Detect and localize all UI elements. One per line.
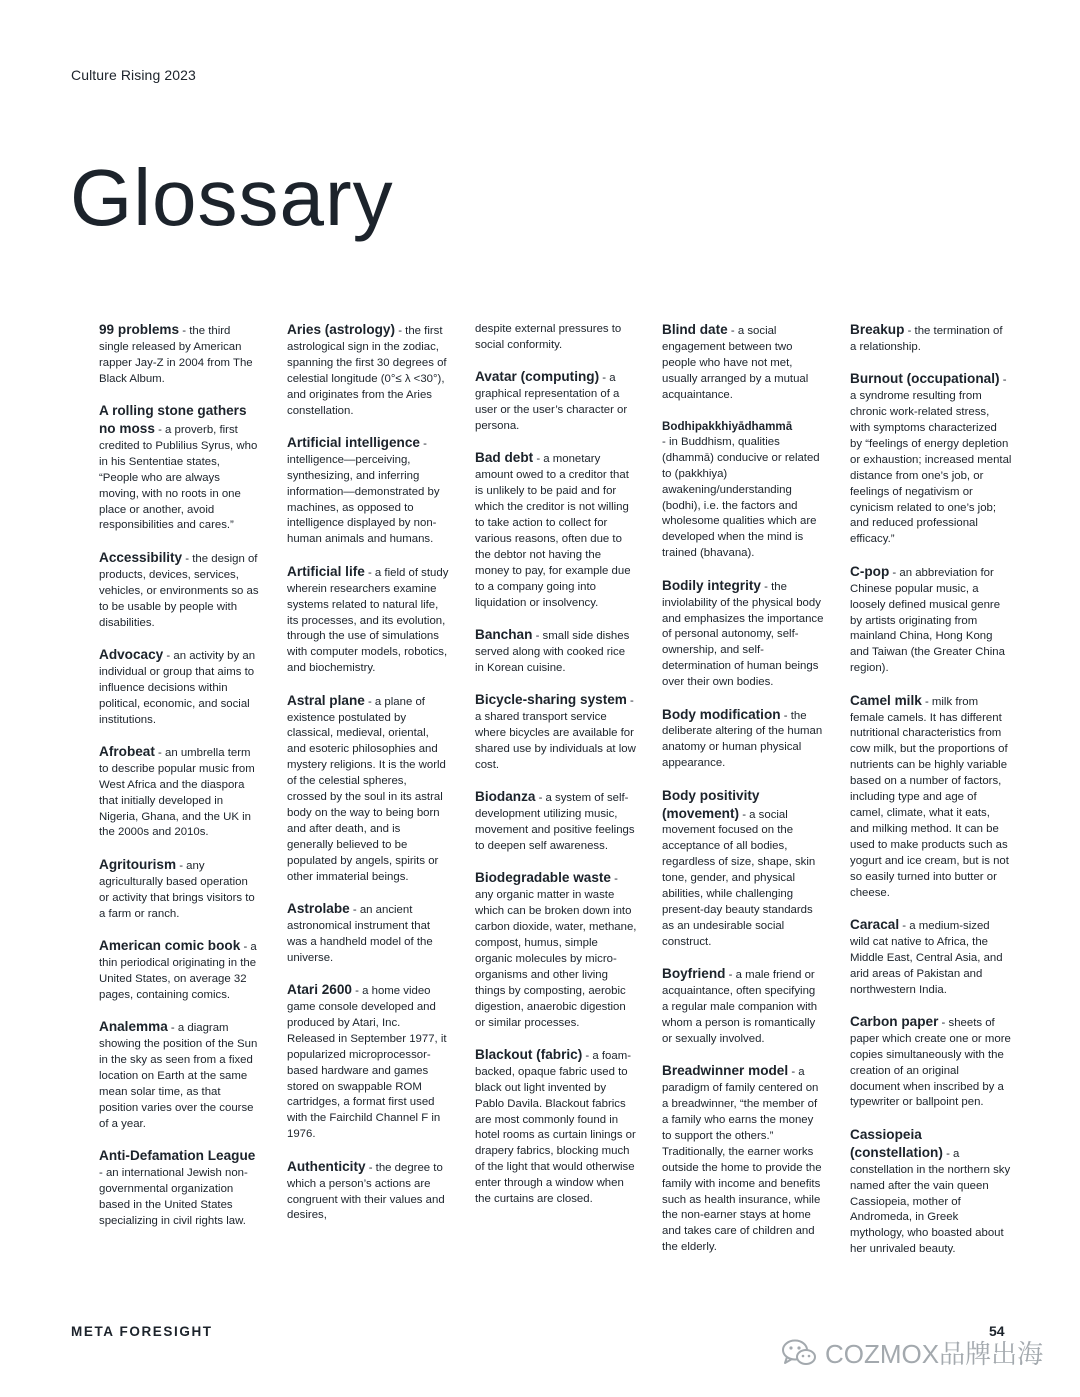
glossary-column-1 bbox=[99, 322, 261, 1245]
glossary-entry bbox=[99, 938, 261, 1004]
glossary-entry bbox=[99, 550, 261, 632]
glossary-term: Cassiopeia (constellation) bbox=[850, 1126, 943, 1160]
glossary-entry bbox=[662, 322, 824, 404]
glossary-definition: - sheets of paper which create one or more copies simultaneously with the creation of an original document when inscribed by a typewriter or ballpoint pen. bbox=[850, 1016, 1011, 1109]
glossary-definition: - a home video game console developed and produced by Atari, Inc. Released in September 1977, it popularized microprocessor-based hardware and games stored on swappable ROM cartridges, a format first used with the Fairchild Channel F in 1976. bbox=[287, 985, 447, 1141]
glossary-definition: - small side dishes served along with cooked rice in Korean cuisine. bbox=[475, 630, 630, 674]
glossary-entry bbox=[662, 707, 824, 773]
glossary-entry bbox=[475, 450, 637, 611]
glossary-term: C-pop bbox=[850, 563, 890, 579]
glossary-term: Artificial intelligence bbox=[287, 434, 420, 450]
glossary-entry bbox=[850, 693, 1012, 902]
glossary-entry bbox=[850, 564, 1012, 677]
glossary-entry bbox=[99, 403, 261, 534]
glossary-term: Authenticity bbox=[287, 1158, 366, 1174]
glossary-term: Blind date bbox=[662, 322, 728, 337]
glossary-entry bbox=[475, 692, 637, 774]
glossary-term: Avatar (computing) bbox=[475, 369, 600, 385]
glossary-definition: - an abbreviation for Chinese popular music, a loosely defined musical genre by artists originating from mainland China, Hong Kong and Taiwan (the Greater China region). bbox=[850, 566, 1005, 675]
wechat-logo-icon bbox=[781, 1338, 817, 1368]
glossary-definition: - the first astrological sign in the zodiac, spanning the first 30 degrees of celestial longitude (0°≤ λ <30°), and originates from the Aries constellation. bbox=[287, 325, 447, 417]
glossary-definition: - a proverb, first credited to Publilius Syrus, who in his Sententiae states, “People who are always moving, with no roots in one place or another, avoid responsibilities and cares.” bbox=[99, 424, 258, 532]
glossary-entry bbox=[850, 1127, 1012, 1258]
page-kicker: Culture Rising 2023 bbox=[71, 67, 196, 83]
glossary-column-4 bbox=[662, 322, 824, 1272]
glossary-definition: - a plane of existence postulated by classical, medieval, oriental, and esoteric philosophies and mystery religions. It is the world of the celestial spheres, crossed by the soul in its astral body on the way to being born and after death, and is generally believed to be populated by angels, spirits or other immaterial beings. bbox=[287, 695, 446, 883]
glossary-entry bbox=[662, 578, 824, 691]
glossary-column-2 bbox=[287, 322, 449, 1240]
glossary-term: Atari 2600 bbox=[287, 982, 352, 998]
glossary-definition: - a thin periodical originating in the United States, on average 32 pages, containing comics. bbox=[99, 941, 257, 1001]
glossary-entry bbox=[287, 982, 449, 1143]
glossary-definition: - a medium-sized wild cat native to Africa, the Middle East, Central Asia, and arid areas of Pakistan and northwestern India. bbox=[850, 919, 1003, 996]
glossary-definition: - an ancient astronomical instrument that was a handheld model of the universe. bbox=[287, 904, 433, 964]
glossary-definition: - milk from female camels. It has different nutritional characteristics from cow milk, but the proportions of nutrients can be highly variable based on a number of factors, including type and age of camel, climate, what it eats, and milking method. It can be used to make products such as yogurt and ice cream, but is not so easily turned into butter or cheese. bbox=[850, 695, 1009, 899]
glossary-term: Carbon paper bbox=[850, 1013, 939, 1029]
glossary-term: Blackout (fabric) bbox=[475, 1046, 583, 1062]
glossary-entry bbox=[850, 322, 1012, 356]
glossary-term: Boyfriend bbox=[662, 966, 726, 982]
glossary-definition: - a social engagement between two people who have not met, usually arranged by a mutual acquaintance. bbox=[662, 325, 809, 401]
glossary-term: Bodily integrity bbox=[662, 577, 761, 593]
glossary-term: Body positivity (movement) bbox=[662, 787, 760, 821]
glossary-term: Caracal bbox=[850, 916, 900, 932]
glossary-entry bbox=[99, 1148, 261, 1230]
glossary-definition: - a field of study wherein researchers examine systems related to natural life, its processes, and its evolution, through the use of simulations with computer models, robotics, and biochemistry. bbox=[287, 566, 449, 675]
glossary-definition: - an international Jewish non-governmental organization based in the United States specializing in civil rights law. bbox=[99, 1166, 248, 1227]
glossary-term: A rolling stone gathers no moss bbox=[99, 403, 247, 437]
glossary-entry bbox=[99, 1019, 261, 1132]
glossary-term: Astral plane bbox=[287, 692, 365, 708]
glossary-entry bbox=[287, 693, 449, 886]
glossary-definition: - an activity by an individual or group that aims to influence decisions within political, economic, and social institutions. bbox=[99, 649, 256, 726]
glossary-term: Analemma bbox=[99, 1019, 168, 1035]
glossary-definition: - any agriculturally based operation or activity that brings visitors to a farm or ranch. bbox=[99, 859, 255, 920]
glossary-term: American comic book bbox=[99, 938, 241, 953]
glossary-definition: despite external pressures to social conformity. bbox=[475, 323, 622, 351]
glossary-column-5 bbox=[850, 322, 1012, 1274]
glossary-term: Bicycle-sharing system bbox=[475, 692, 627, 708]
glossary-entry bbox=[662, 966, 824, 1048]
glossary-definition: - the termination of a relationship. bbox=[850, 325, 1003, 353]
glossary-entry bbox=[475, 627, 637, 677]
glossary-definition: - any organic matter in waste which can be broken down into carbon dioxide, water, methane, compost, humus, simple organic molecules by micro-organisms and other living things by composting, aerobic digestion, anaerobic digestion or similar processes. bbox=[475, 873, 637, 1029]
glossary-term: Breadwinner model bbox=[662, 1063, 789, 1079]
glossary-term: Aries (astrology) bbox=[287, 322, 396, 337]
glossary-term: Anti-Defamation League bbox=[99, 1147, 256, 1163]
glossary-definition: - the degree to which a person’s actions are congruent with their values and desires, bbox=[287, 1161, 445, 1222]
glossary-definition: - a syndrome resulting from chronic work-related stress, with symptoms characterized by “feelings of energy depletion or exhaustion; increased mental distance from one’s job, or feelings of negativism or cynicism related to one’s job; and reduced professional efficacy.” bbox=[850, 374, 1012, 546]
glossary-entry bbox=[850, 917, 1012, 999]
glossary-term: Bodhipakkhiyādhammā bbox=[662, 420, 793, 434]
glossary-entry bbox=[475, 789, 637, 855]
watermark bbox=[781, 1334, 1043, 1371]
glossary-entry bbox=[99, 647, 261, 729]
glossary-entry bbox=[287, 322, 449, 419]
glossary-entry bbox=[287, 901, 449, 967]
glossary-definition: - a diagram showing the position of the Sun in the sky as seen from a fixed location on Earth at the same mean solar time, as that position varies over the course of a year. bbox=[99, 1022, 258, 1130]
glossary-term: Afrobeat bbox=[99, 743, 155, 759]
glossary-definition: - the inviolability of the physical body and emphasizes the importance of personal autonomy, self-ownership, and self-determination of human beings over their own bodies. bbox=[662, 580, 824, 689]
glossary-term: Body modification bbox=[662, 706, 781, 722]
glossary-term: Accessibility bbox=[99, 549, 183, 565]
glossary-entry bbox=[287, 1159, 449, 1225]
glossary-definition: - intelligence—perceiving, synthesizing, and inferring information—demonstrated by machines, as opposed to intelligence displayed by non-human animals and humans. bbox=[287, 437, 440, 546]
glossary-entry bbox=[475, 870, 637, 1031]
glossary-entry bbox=[662, 788, 824, 951]
glossary-entry bbox=[850, 1014, 1012, 1111]
glossary-term: Camel milk bbox=[850, 692, 922, 708]
glossary-entry bbox=[99, 857, 261, 923]
page-number: 54 bbox=[989, 1323, 1005, 1339]
watermark-text: COZMOX品牌出海 bbox=[825, 1339, 1044, 1369]
glossary-definition: - the deliberate altering of the human anatomy or human physical appearance. bbox=[662, 709, 823, 770]
footer-brand: META FORESIGHT bbox=[71, 1324, 213, 1339]
glossary-definition: - a male friend or acquaintance, often specifying a regular male companion with whom a person is romantically or sexually involved. bbox=[662, 969, 818, 1045]
glossary-term: Biodanza bbox=[475, 789, 536, 805]
glossary-term: Breakup bbox=[850, 322, 905, 337]
glossary-definition: - a constellation in the northern sky named after the vain queen Cassiopeia, mother of Andromeda, in Greek mythology, who boasted about her unrivaled beauty. bbox=[850, 1147, 1011, 1256]
glossary-definition: - a graphical representation of a user or the user’s character or persona. bbox=[475, 372, 628, 433]
glossary-definition: - a social movement focused on the acceptance of all bodies, regardless of size, shape, skin tone, gender, and physical abilities, while challenging present-day beauty standards as an undesirable social construct. bbox=[662, 808, 816, 948]
glossary-term: 99 problems bbox=[99, 322, 180, 337]
glossary-term: Advocacy bbox=[99, 646, 164, 662]
glossary-term: Agritourism bbox=[99, 856, 177, 872]
glossary-term: Biodegradable waste bbox=[475, 870, 611, 886]
glossary-entry bbox=[662, 1063, 824, 1256]
glossary-definition: - a shared transport service where bicycles are available for shared use by individuals at low cost. bbox=[475, 695, 636, 771]
glossary-entry bbox=[850, 371, 1012, 548]
glossary-entry bbox=[287, 564, 449, 677]
glossary-entry bbox=[662, 419, 824, 562]
glossary-entry bbox=[99, 322, 261, 388]
glossary-definition: - the design of products, devices, services, vehicles, or environments so as to be usable by people with disabilities. bbox=[99, 552, 259, 629]
glossary-entry bbox=[475, 369, 637, 435]
glossary-definition: - a system of self-development utilizing music, movement and positive feelings to deepen self awareness. bbox=[475, 792, 635, 852]
glossary-entry bbox=[475, 1047, 637, 1208]
glossary-term: Astrolabe bbox=[287, 901, 350, 916]
glossary-term: Bad debt bbox=[475, 450, 534, 466]
glossary-column-3 bbox=[475, 322, 637, 1224]
glossary-definition: - in Buddhism, qualities (dhammā) conducive or related to (pakkhiya) awakening/understanding (bodhi), i.e. the factors and wholesome qualities which are developed when the mind is trained (bhavana). bbox=[662, 435, 820, 560]
glossary-term: Artificial life bbox=[287, 563, 365, 579]
glossary-term: Burnout (occupational) bbox=[850, 371, 1000, 387]
page-title: Glossary bbox=[70, 153, 394, 242]
glossary-term: Banchan bbox=[475, 627, 533, 642]
glossary-definition: - a monetary amount owed to a creditor that is unlikely to be paid and for which the creditor is not willing to take action to collect for various reasons, often due to the debtor not having the money to pay, for example due to a company going into liquidation or insolvency. bbox=[475, 453, 631, 609]
glossary-entry bbox=[475, 322, 637, 354]
glossary-entry bbox=[99, 744, 261, 841]
glossary-definition: - an umbrella term to describe popular music from West Africa and the diaspora that initially developed in Nigeria, Ghana, and the UK in the 2000s and 2010s. bbox=[99, 746, 255, 839]
glossary-definition: - the third single released by American rapper Jay-Z in 2004 from The Black Album. bbox=[99, 325, 253, 385]
glossary-definition: - a foam-backed, opaque fabric used to black out light invented by Pablo Davila. Blackout fabrics are most commonly found in hotel rooms as curtain linings or drapery fabrics, blocking much of the light that would otherwise enter through a window when the curtains are closed. bbox=[475, 1049, 636, 1206]
glossary-definition: - a paradigm of family centered on a breadwinner, “the member of a family who earns the money to support the others.” Traditionally, the earner works outside the home to provide the family with income and benefits such as health insurance, while the non-earner stays at home and takes care of children and the elderly. bbox=[662, 1066, 822, 1254]
glossary-entry bbox=[287, 435, 449, 548]
